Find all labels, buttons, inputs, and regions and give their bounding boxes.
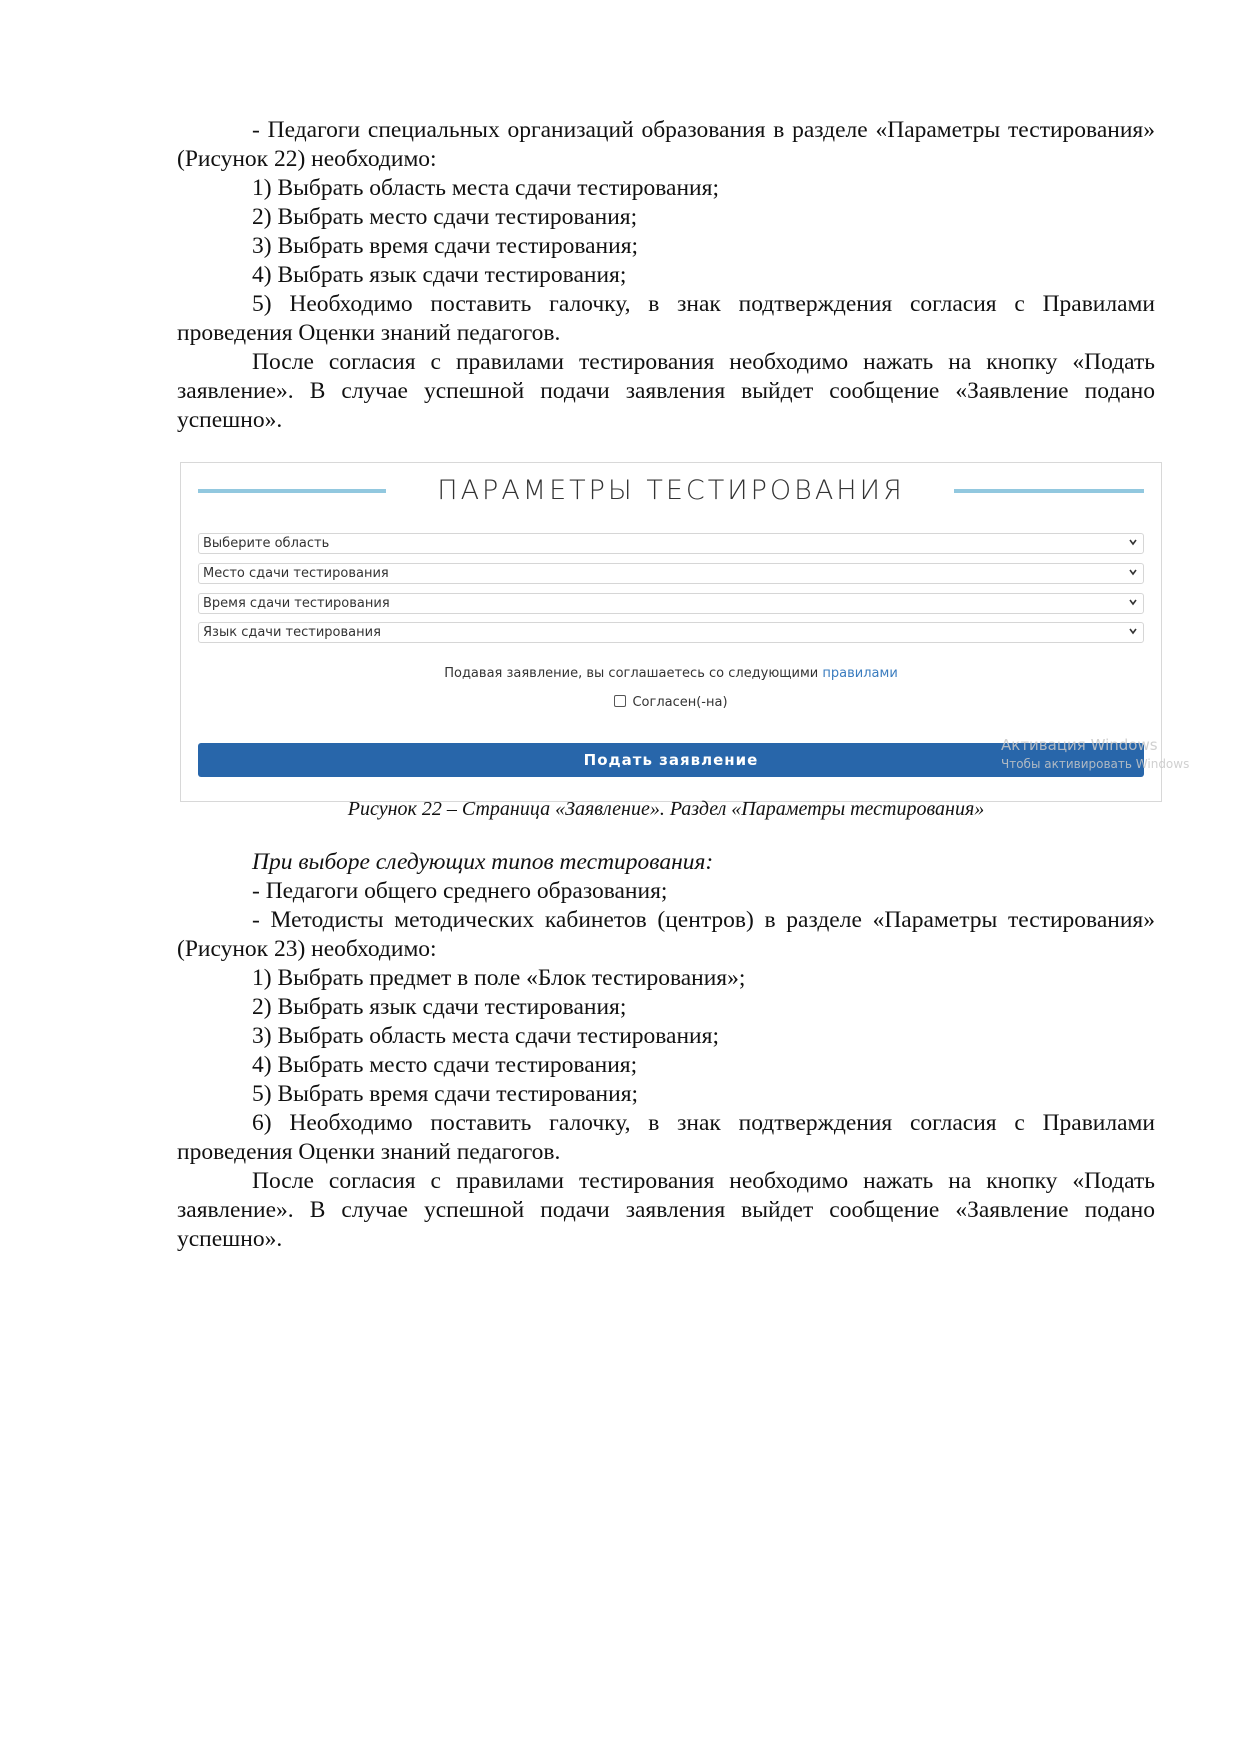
chevron-down-icon <box>1128 625 1138 637</box>
section1-step-5: 5) Необходимо поставить галочку, в знак подтверждения согласия с Правилами проведения Оценки знаний педагогов. <box>177 291 1155 346</box>
language-select[interactable] <box>198 622 1144 643</box>
section1-step-3: 3) Выбрать время сдачи тестирования; <box>252 233 639 259</box>
agree-checkbox-row <box>181 695 1161 710</box>
section2-step-3: 3) Выбрать область места сдачи тестирования; <box>252 1023 719 1049</box>
section2-step-1: 1) Выбрать предмет в поле «Блок тестирования»; <box>252 965 746 991</box>
region-select[interactable] <box>198 533 1144 554</box>
language-select-value: Язык сдачи тестирования <box>203 625 381 640</box>
time-select[interactable] <box>198 593 1144 614</box>
section1-after: После согласия с правилами тестирования необходимо нажать на кнопку «Подать заявление». В случае успешной подачи заявления выйдет сообщение «Заявление подано успешно». <box>177 349 1155 433</box>
chevron-down-icon <box>1128 596 1138 608</box>
agree-checkbox-label: Согласен(-на) <box>632 695 728 710</box>
figure-screenshot <box>180 462 1190 802</box>
place-select-value: Место сдачи тестирования <box>203 566 389 581</box>
section2-step-4: 4) Выбрать место сдачи тестирования; <box>252 1052 638 1078</box>
section2-item-1: - Педагоги общего среднего образования; <box>252 878 668 904</box>
agreement-text <box>181 666 1161 681</box>
place-select[interactable] <box>198 563 1144 584</box>
section1-intro: - Педагоги специальных организаций образования в разделе «Параметры тестирования» (Рисунок 22) необходимо: <box>177 117 1155 172</box>
agree-checkbox[interactable] <box>614 695 626 707</box>
submit-application-button[interactable]: Подать заявление <box>198 743 1144 777</box>
chevron-down-icon <box>1128 536 1138 548</box>
form-title: ПАРАМЕТРЫ ТЕСТИРОВАНИЯ <box>437 475 905 506</box>
section2-step-2: 2) Выбрать язык сдачи тестирования; <box>252 994 627 1020</box>
section2-text <box>177 848 1155 1254</box>
figure-caption: Рисунок 22 – Страница «Заявление». Раздел «Параметры тестирования» <box>347 798 985 820</box>
section2-heading: При выборе следующих типов тестирования: <box>252 849 714 875</box>
region-select-value: Выберите область <box>203 536 330 551</box>
windows-activation-watermark: Активация Windows <box>1001 736 1158 754</box>
section1-step-2: 2) Выбрать место сдачи тестирования; <box>252 204 638 230</box>
section1-step-1: 1) Выбрать область места сдачи тестирования; <box>252 175 719 201</box>
section1-text <box>177 116 1155 435</box>
agreement-text-label: Подавая заявление, вы соглашаетесь со следующими <box>444 666 819 681</box>
chevron-down-icon <box>1128 566 1138 578</box>
rules-link[interactable]: правилами <box>822 666 898 681</box>
section2-after: После согласия с правилами тестирования необходимо нажать на кнопку «Подать заявление». В случае успешной подачи заявления выйдет сообщение «Заявление подано успешно». <box>177 1168 1155 1252</box>
section2-step-6: 6) Необходимо поставить галочку, в знак подтверждения согласия с Правилами проведения Оценки знаний педагогов. <box>177 1110 1155 1165</box>
section1-step-4: 4) Выбрать язык сдачи тестирования; <box>252 262 627 288</box>
time-select-value: Время сдачи тестирования <box>203 596 390 611</box>
section2-item-2: - Методисты методических кабинетов (центров) в разделе «Параметры тестирования» (Рисунок 23) необходимо: <box>177 907 1155 962</box>
section2-step-5: 5) Выбрать время сдачи тестирования; <box>252 1081 639 1107</box>
windows-activation-watermark-subtext: Чтобы активировать Windows <box>1001 757 1190 771</box>
